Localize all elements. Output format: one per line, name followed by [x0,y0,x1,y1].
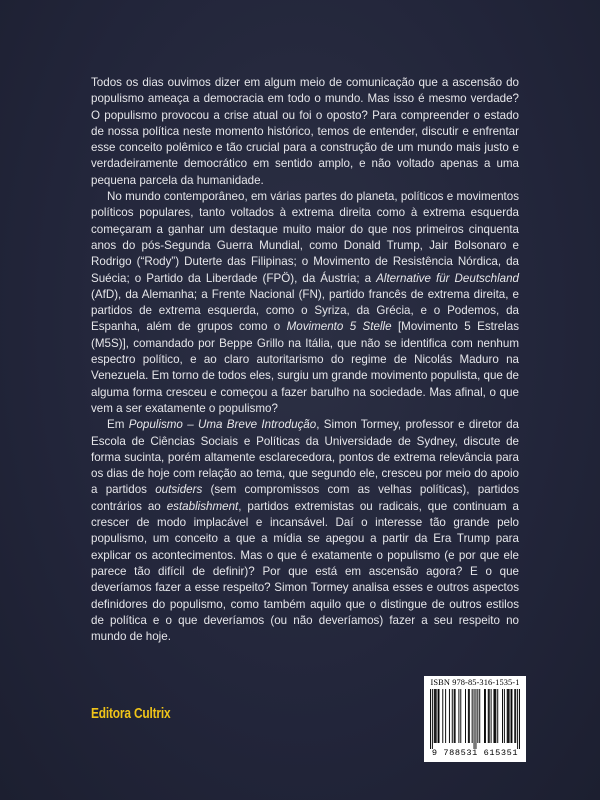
isbn-label: ISBN 978-85-316-1535-1 [430,678,520,687]
blurb-italic-establishment: establishment [166,499,239,513]
blurb-text: No mundo contemporâneo, em várias partes do planeta, políticos e movimentos políticos populares, tanto voltados à extrema direita como à extrema esquerda começaram a ganhar um destaque muito maior do que nos primeiros cinquenta anos do pós-Segunda Guerra Mundial, como Donald Trump, Jair Bolsonaro e Rodrigo (“Rody”) Duterte das Filipinas; o Movimento de Resistência Nórdica, da Suécia; o Partido da Liberdade (FPÖ), da Áustria; a [91,190,519,285]
blurb-paragraph-2 [91,189,519,417]
blurb-italic-outsiders: outsiders [155,483,203,497]
blurb-text: (sem compromissos com as velhas políticas), partidos contrários ao [91,483,520,513]
barcode-bar [435,689,436,743]
barcode-bar [511,689,512,743]
blurb-italic-afd: Alternative für Deutschland [376,271,520,285]
barcode-bar [449,689,450,743]
barcode-bar [493,689,494,743]
barcode-bar [491,689,492,743]
barcode-bar [477,689,478,743]
blurb-italic-m5s: Movimento 5 Stelle [286,320,392,334]
barcode-bar [508,689,509,743]
blurb-book-title: Populismo – Uma Breve Introdução [128,418,317,432]
barcode-bar [504,689,505,743]
barcode-bar [488,689,489,743]
barcode-bar [468,689,469,743]
barcode-bar [511,689,512,743]
barcode-bar [497,689,498,743]
barcode-bar [479,689,480,743]
barcode-bar [485,689,486,743]
barcode-bar [514,689,515,743]
barcode-bar [445,689,446,743]
blurb-text: , partidos extremistas ou radicais, que continuam a crescer de modo implacável e incansável. Daí o interesse tão grande pelo populismo, um conceito a que a mídia se apegou a partir da Era Trump para explicar os acontecimentos. Mas o que é exatamente o populismo (e por que ele parece tão difícil de definir)? Por que está em ascensão agora? E o que deveríamos fazer a esse respeito? Simon Tormey analisa esses e outros aspectos definidores do populismo, como também aquilo que o distingue de outros estilos de política e o que deveríamos (ou não deveríamos) fazer a seu respeito no mundo de hoje. [91,499,519,644]
barcode-bar [458,689,459,743]
barcode-bar [454,689,455,743]
isbn-barcode-box [424,676,526,762]
back-cover-blurb [91,75,519,645]
barcode-bar [495,689,496,743]
barcode-bar [436,689,437,743]
barcode-bar [452,689,453,743]
barcode-bar [438,689,439,743]
barcode-bar [507,689,508,743]
barcode-bar [489,689,490,743]
barcode-graphic [430,689,520,749]
barcode-bar [439,689,440,743]
barcode-bar [509,689,510,743]
barcode-bar [469,689,470,743]
barcode-bar [484,689,485,743]
blurb-paragraph-3 [91,417,519,645]
barcode-bar [442,689,443,743]
blurb-text: Em [107,418,129,432]
publisher-name: Editora Cultrix [91,706,171,722]
barcode-bar [515,689,516,743]
blurb-paragraph-1: Todos os dias ouvimos dizer em algum meio de comunicação que a ascensão do populismo ameaça a democracia em todo o mundo. Mas isso é mesmo verdade? O populismo provocou a crise atual ou foi o oposto? Para compreender o estado de nossa política neste momento histórico, temos de entender, discutir e enfrentar esse conceito polêmico e tão crucial para a construção de um mundo mais justo e verdadeiramente democrático em sentido amplo, e não voltado apenas a uma pequena parcela da humanidade. [91,76,519,187]
barcode-bar [432,689,433,749]
blurb-text: (AfD), da Alemanha; a Frente Nacional (FN), partido francês de extrema direita, e partidos de extrema esquerda, como o Syriza, da Grécia, e o Podemos, da Espanha, além de grupos como o [91,287,519,334]
barcode-bar [502,689,503,743]
barcode-bar [494,689,495,743]
barcode-bar [460,689,461,743]
barcode-bar [474,689,475,749]
blurb-text: [Movimento 5 Estrelas (M5S)], comandado por Beppe Grillo na Itália, que não se identifica com nenhum espectro político, e ao claro autoritarismo do regime de Nicolás Maduro na Venezuela. Em torno de todos eles, surgiu um grande movimento populista, que de alguma forma cresceu e começou a fazer barulho na sociedade. Mas afinal, o que vem a ser exatamente o populismo? [91,320,519,415]
blurb-text: , Simon Tormey, professor e diretor da Escola de Ciências Sociais e Políticas da Universidade de Sydney, discute de forma sucinta, porém altamente esclarecedora, pontos de extrema relevância para os dias de hoje com relação ao tema, que segundo ele, cresceu por meio do apoio a partidos [91,418,520,497]
barcode-bar [472,689,473,743]
barcode-bar [455,689,456,743]
barcode-bar [519,689,520,749]
barcode-bar [434,689,435,743]
barcode-bar [517,689,518,749]
barcode-number: 9 788531 615351 [431,748,519,758]
barcode-bar [430,689,431,749]
barcode-bar [475,689,476,749]
barcode-bar [465,689,466,743]
